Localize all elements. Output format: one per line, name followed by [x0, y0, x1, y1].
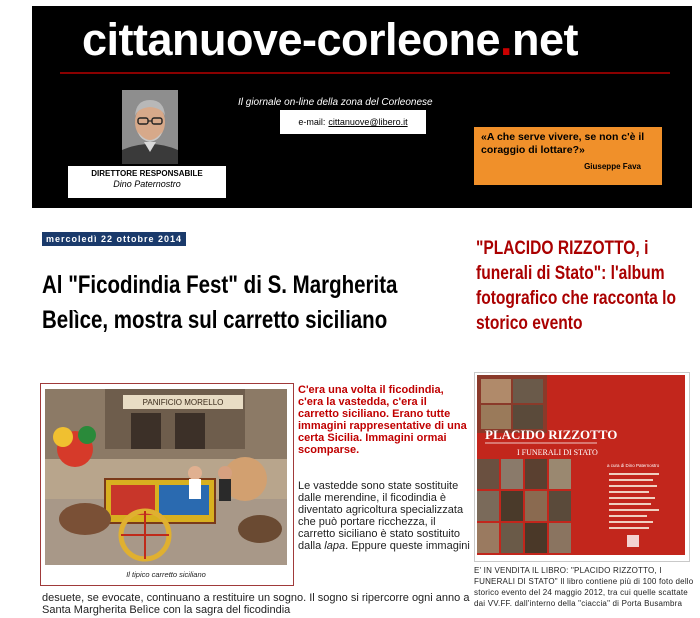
site-title[interactable] — [32, 14, 628, 66]
site-title-main: cittanuove-corleone — [81, 14, 501, 65]
post-body-continuation: desuete, se evocate, continuano a restituire un sogno. Il sogno si ripercorre ogni anno a Santa Margherita Belìce con la sagra del ficodindia — [42, 592, 470, 616]
post-photo[interactable] — [45, 389, 287, 565]
sidebar-post-title[interactable]: "PLACIDO RIZZOTTO, i funerali di Stato": l'album fotografico che racconta lo storico evento — [476, 238, 676, 334]
post-body-emphasis: lapa — [324, 540, 346, 552]
post-body-column — [298, 480, 470, 552]
post-body-text-end: . Eppure queste immagini — [345, 540, 470, 552]
book-author: a cura di Dino Paternostro — [607, 463, 660, 468]
quote-author: Giuseppe Fava — [584, 162, 641, 171]
book-title: PLACIDO RIZZOTTO — [485, 427, 618, 442]
photo-shop-sign: PANIFICIO MORELLO — [142, 398, 224, 407]
photo-caption: Il tipico carretto siciliano — [126, 570, 206, 579]
site-title-dot: . — [500, 14, 513, 65]
post-date: mercoledì 22 ottobre 2014 — [42, 232, 186, 246]
director-box — [68, 166, 226, 198]
book-subtitle: I FUNERALI DI STATO — [517, 448, 598, 457]
director-name: Dino Paternostro — [113, 179, 181, 189]
quote-text: «A che serve vivere, se non c'è il coraggio di lottare?» — [481, 131, 645, 156]
header-divider — [60, 72, 670, 74]
site-tagline: Il giornale on-line della zona del Corleonese — [238, 97, 433, 108]
email-box — [280, 110, 426, 134]
email-link[interactable]: cittanuove@libero.it — [328, 117, 408, 127]
email-label: e-mail: — [298, 117, 326, 127]
post-body-text: Le vastedde sono state sostituite dalle merendine, il ficodindia è diventato agricoltura specializzata che può portare ricchezza, il carretto siciliano è stato sostituito dalla — [298, 480, 464, 552]
book-cover-image[interactable] — [477, 375, 685, 555]
site-title-tld: net — [512, 14, 579, 65]
director-photo — [122, 90, 178, 164]
post-intro: C'era una volta il ficodindia, c'era la vastedda, c'era il carretto siciliano. Erano tutte immagini rappresentative di una certa Sicilia. Immagini ormai scomparse. — [298, 384, 467, 456]
sidebar-book-description: E' IN VENDITA IL LIBRO: "PLACIDO RIZZOTTO, I FUNERALI DI STATO" Il libro contiene più di 100 foto dello storico evento del 24 maggio 2012, tra cui quelle scattate dai VV.FF. dall'interno della "ciaccia" di Porta Busambra — [474, 566, 694, 608]
director-role: DIRETTORE RESPONSABILE — [91, 169, 203, 178]
post-title[interactable]: Al "Ficodindia Fest" di S. Margherita Belìce, mostra sul carretto siciliano — [42, 271, 398, 334]
quote-box — [474, 127, 662, 185]
